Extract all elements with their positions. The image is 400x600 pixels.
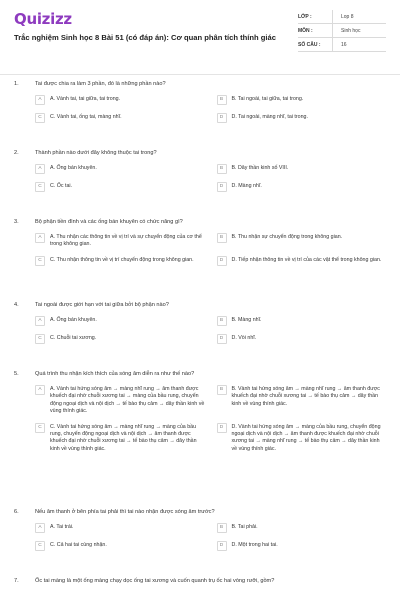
option-letter-box: C xyxy=(35,113,45,123)
option-text: C. Vành tai hứng sóng âm → màng nhĩ rung → màng của bầu rung, chuyển động ngoại dịch và nội dịch → âm thanh được khuếch đại nhờ chuỗi xương tai → tế bào thụ cảm → dây thần kinh về vùng thính giác. xyxy=(50,423,197,452)
option-text: C. Cả hai tai cùng nhận. xyxy=(50,542,107,548)
option-letter-box: A xyxy=(35,523,45,533)
option-text: B. Thu nhận sự chuyển động trong không gian. xyxy=(231,234,343,240)
info-value: Sinh học xyxy=(332,24,386,37)
question-number: 2. xyxy=(14,150,19,156)
question-3 xyxy=(14,218,386,267)
question-number: 7. xyxy=(14,578,19,584)
options-grid xyxy=(35,385,386,453)
option-letter-box: C xyxy=(35,423,45,433)
option-c[interactable] xyxy=(35,256,205,267)
option-letter-box: D xyxy=(217,182,227,192)
question-text: Nếu âm thanh ở bên phía tai phải thì tai nào nhận được sóng âm trước? xyxy=(35,509,215,515)
option-letter-box: B xyxy=(217,164,227,174)
option-letter-box: D xyxy=(217,541,227,551)
question-number: 1. xyxy=(14,81,19,87)
question-number: 6. xyxy=(14,509,19,515)
option-text: C. Thu nhận thông tin về vị trí chuyển động trong không gian. xyxy=(50,256,194,263)
option-letter-box: B xyxy=(217,233,227,243)
option-a[interactable] xyxy=(35,523,205,534)
question-7 xyxy=(14,577,386,585)
option-text: A. Vành tai, tai giữa, tai trong. xyxy=(50,96,121,102)
option-text: D. Một trong hai tai. xyxy=(231,542,278,548)
option-letter-box: D xyxy=(217,334,227,344)
options-grid xyxy=(35,523,386,552)
option-text: A. Ống bán khuyên. xyxy=(50,165,97,171)
question-text-row xyxy=(14,218,386,226)
info-value: 16 xyxy=(332,38,386,51)
option-text: A. Ống bán khuyên. xyxy=(50,317,97,323)
question-1 xyxy=(14,80,386,124)
option-text: D. Tiếp nhận thông tin về vị trí của các vật thể trong không gian. xyxy=(231,256,382,263)
options-grid xyxy=(35,164,386,193)
option-text: B. Tai phải. xyxy=(231,524,258,530)
question-text: Tai ngoài được giới hạn với tai giữa bởi bộ phận nào? xyxy=(35,302,169,308)
question-text-row xyxy=(14,370,386,378)
option-a[interactable] xyxy=(35,316,205,327)
option-text: D. Vành tai hứng sóng âm → màng của bầu rung, chuyển động ngoại dịch và nội dịch → âm thanh được khuếch đại nhờ chuỗi xương tai → màng nhĩ rung → tế bào thụ cảm → dây thần kinh về vùng thính giác. xyxy=(231,423,381,452)
option-letter-box: A xyxy=(35,233,45,243)
option-text: B. Dây thần kinh số VIII. xyxy=(231,165,289,171)
options-grid xyxy=(35,316,386,345)
option-b[interactable] xyxy=(217,523,387,534)
option-text: B. Tai ngoài, tai giữa, tai trong. xyxy=(231,96,304,102)
option-letter-box: A xyxy=(35,316,45,326)
option-b[interactable] xyxy=(217,316,387,327)
option-a[interactable] xyxy=(35,95,205,106)
option-text: D. Vòi nhĩ. xyxy=(231,335,257,341)
question-2 xyxy=(14,149,386,193)
option-a[interactable] xyxy=(35,164,205,175)
option-letter-box: D xyxy=(217,113,227,123)
question-6 xyxy=(14,508,386,552)
option-a[interactable] xyxy=(35,233,205,249)
option-letter-box: A xyxy=(35,385,45,395)
option-text: A. Vành tai hứng sóng âm → màng nhĩ rung → âm thanh được khuếch đại nhờ chuỗi xương tai → màng của bầu rung, chuyển động ngoại dịch và nội dịch → tế bào thụ cảm → dây thần kinh về vùng thính giác. xyxy=(50,386,205,415)
option-letter-box: A xyxy=(35,164,45,174)
question-text-row xyxy=(14,301,386,309)
option-c[interactable] xyxy=(35,113,205,124)
option-text: C. Chuỗi tai xương. xyxy=(50,335,97,341)
options-grid xyxy=(35,233,386,267)
quizizz-logo[interactable]: Quizizz xyxy=(14,10,72,28)
option-letter-box: C xyxy=(35,182,45,192)
option-c[interactable] xyxy=(35,182,205,193)
quiz-info-box xyxy=(298,10,386,52)
option-d[interactable] xyxy=(217,113,387,124)
option-c[interactable] xyxy=(35,423,205,454)
option-b[interactable] xyxy=(217,233,387,249)
option-letter-box: B xyxy=(217,385,227,395)
question-text-row xyxy=(14,80,386,88)
option-b[interactable] xyxy=(217,95,387,106)
info-row-question-count xyxy=(298,38,386,52)
question-number: 4. xyxy=(14,302,19,308)
quiz-title: Trắc nghiệm Sinh học 8 Bài 51 (có đáp án): Cơ quan phân tích thính giác xyxy=(14,33,276,42)
option-letter-box: C xyxy=(35,541,45,551)
option-d[interactable] xyxy=(217,423,387,454)
option-text: D. Màng nhĩ. xyxy=(231,183,262,189)
question-5 xyxy=(14,370,386,453)
option-a[interactable] xyxy=(35,385,205,416)
question-4 xyxy=(14,301,386,345)
option-d[interactable] xyxy=(217,256,387,267)
question-text: Thành phần nào dưới đây không thuộc tai trong? xyxy=(35,150,157,156)
option-b[interactable] xyxy=(217,385,387,416)
question-text-row xyxy=(14,577,386,585)
question-text-row xyxy=(14,508,386,516)
option-d[interactable] xyxy=(217,541,387,552)
question-number: 3. xyxy=(14,219,19,225)
header-divider xyxy=(0,74,400,75)
question-text: Quá trình thu nhận kích thích của sóng âm diễn ra như thế nào? xyxy=(35,371,195,377)
option-c[interactable] xyxy=(35,541,205,552)
option-letter-box: A xyxy=(35,95,45,105)
info-label: LỚP : xyxy=(298,13,312,20)
option-b[interactable] xyxy=(217,164,387,175)
option-letter-box: B xyxy=(217,316,227,326)
info-label: MÔN : xyxy=(298,27,313,34)
option-text: B. Màng nhĩ. xyxy=(231,317,262,323)
option-text: C. Ốc tai. xyxy=(50,183,73,189)
question-text-row xyxy=(14,149,386,157)
option-letter-box: D xyxy=(217,423,227,433)
info-label: SỐ CÂU : xyxy=(298,41,321,48)
question-text: Tai được chia ra làm 3 phần, đó là những phần nào? xyxy=(35,81,166,87)
option-d[interactable] xyxy=(217,182,387,193)
info-row-class xyxy=(298,10,386,24)
info-value: Lop 8 xyxy=(332,10,386,23)
option-letter-box: D xyxy=(217,256,227,266)
option-text: A. Tai trái. xyxy=(50,524,74,530)
info-row-subject xyxy=(298,24,386,38)
option-c[interactable] xyxy=(35,334,205,345)
question-text: Bộ phận tiền đình và các ống bán khuyên có chức năng gì? xyxy=(35,219,183,225)
option-d[interactable] xyxy=(217,334,387,345)
option-letter-box: C xyxy=(35,256,45,266)
options-grid xyxy=(35,95,386,124)
option-letter-box: B xyxy=(217,523,227,533)
page-header xyxy=(14,10,386,76)
option-text: A. Thu nhận các thông tin về vị trí và sự chuyển động của cơ thể trong không gian. xyxy=(50,234,202,248)
option-letter-box: B xyxy=(217,95,227,105)
question-text: Ốc tai màng là một ống màng chạy dọc ống tai xương và cuốn quanh trụ ốc hai vòng rưỡi, gồm? xyxy=(35,578,275,584)
option-letter-box: C xyxy=(35,334,45,344)
option-text: D. Tai ngoài, màng nhĩ, tai trong. xyxy=(231,114,308,120)
option-text: B. Vành tai hứng sóng âm → màng nhĩ rung → âm thanh được khuếch đại nhờ chuỗi xương tai → tế bào thụ cảm → dây thần kinh về vùng thính giác. xyxy=(231,386,380,407)
option-text: C. Vành tai, ống tai, màng nhĩ. xyxy=(50,114,122,120)
question-number: 5. xyxy=(14,371,19,377)
